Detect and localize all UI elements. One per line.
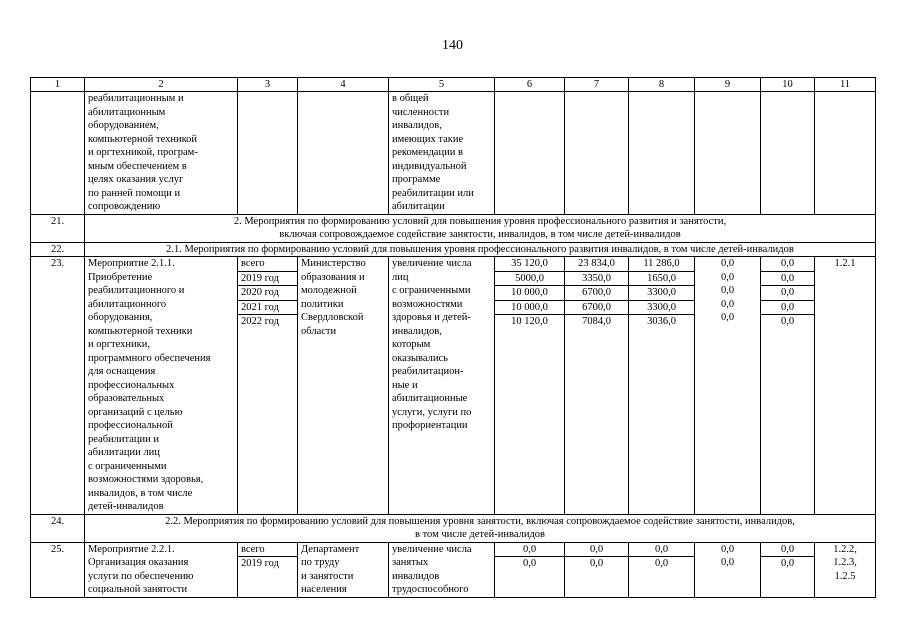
subsection-row	[31, 242, 876, 257]
target-ref-cell: 1.2.2, 1.2.3, 1.2.5	[815, 542, 876, 597]
years-list	[241, 257, 294, 329]
amount-cell: 0,0	[654, 558, 669, 569]
amount-cell: 0,0	[720, 285, 735, 296]
col-header: 6	[495, 78, 565, 92]
amount-cell: 0,0	[780, 316, 795, 327]
measure-name-cell: Мероприятие 2.1.1. Приобретение реабилитационного и абилитационного оборудования, компьютерной техники и оргтехники, программного обеспечения для оснащения профессиональных образовательных организаций с целью профессиональной реабилитации и абилитации лиц с ограниченными возможностями здоровья, инвалидов, в том числе детей-инвалидов	[85, 257, 238, 515]
row-number: 25.	[31, 542, 85, 597]
amounts-col8	[632, 543, 691, 571]
page-number: 140	[442, 38, 463, 53]
amount-cell: 3300,0	[629, 301, 694, 316]
col-header: 9	[695, 78, 761, 92]
amount-cell: 0,0	[761, 257, 814, 272]
measure-name-cell: реабилитационным и абилитационным оборудованием, компьютерной техникой и оргтехникой, програм- мным обеспечением в целях оказания услуг по ранней помощи и сопровождению	[85, 92, 238, 215]
amount-cell: 3036,0	[647, 316, 676, 327]
amount-cell: 10 120,0	[511, 316, 548, 327]
amounts-col9	[698, 543, 757, 570]
amount-cell: 10 000,0	[495, 301, 564, 316]
years-list	[241, 543, 294, 571]
col-header: 5	[389, 78, 495, 92]
amount-cell: 0,0	[629, 543, 694, 558]
amount-cell: 11 286,0	[629, 257, 694, 272]
indicator-cell: в общей численности инвалидов, имеющих такие рекомендации в индивидуальной программе реабилитации или абилитации	[389, 92, 495, 215]
amount-cell: 35 120,0	[495, 257, 564, 272]
amount-cell: 0,0	[720, 557, 735, 568]
row-number: 23.	[31, 257, 85, 515]
amount-cell: 0,0	[761, 543, 814, 558]
col-header: 2	[85, 78, 238, 92]
amount-cell: 0,0	[761, 301, 814, 316]
amount-cell: 0,0	[720, 271, 735, 283]
year-cell: всего	[238, 257, 297, 272]
amounts-col10	[764, 543, 811, 571]
indicator-cell: увеличение числа лиц с ограниченными возможностями здоровья и детей- инвалидов, которым оказывались реабилитацион- ные и абилитационные услуги, услуги по профориентации	[389, 257, 495, 515]
year-cell: всего	[238, 543, 297, 558]
amounts-col7	[568, 257, 625, 329]
row-number: 21.	[31, 214, 85, 242]
target-ref-cell: 1.2.1	[815, 257, 876, 515]
section-title: 2. Мероприятия по формированию условий для повышения уровня профессионального развития и занятости, включая сопровождаемое содействие занятости, инвалидов, в том числе детей-инвалидов	[85, 214, 876, 242]
col-header: 8	[629, 78, 695, 92]
row-number: 22.	[31, 242, 85, 257]
year-cell: 2020 год	[238, 286, 297, 301]
section-row	[31, 514, 876, 542]
year-cell: 2019 год	[241, 558, 279, 569]
amount-cell: 6700,0	[565, 301, 628, 316]
amount-cell: 0,0	[720, 543, 735, 555]
amount-cell: 0,0	[589, 558, 604, 569]
executor-cell: Департамент по труду и занятости населения	[298, 542, 389, 597]
amount-cell: 1650,0	[629, 272, 694, 287]
year-cell: 2021 год	[238, 301, 297, 316]
continuation-row	[31, 92, 876, 215]
amount-cell: 0,0	[720, 312, 735, 323]
amounts-col9	[698, 257, 757, 325]
amount-cell: 0,0	[761, 286, 814, 301]
col-header: 7	[565, 78, 629, 92]
subsection-title: 2.1. Мероприятия по формированию условий для повышения уровня профессионального развития инвалидов, в том числе детей-инвалидов	[85, 242, 876, 257]
col-header: 4	[298, 78, 389, 92]
row-number: 24.	[31, 514, 85, 542]
amounts-col6	[498, 543, 561, 571]
amount-cell: 3350,0	[565, 272, 628, 287]
measure-row	[31, 542, 876, 597]
col-header: 3	[238, 78, 298, 92]
amount-cell: 0,0	[720, 298, 735, 310]
executor-cell: Министерство образования и молодежной политики Свердловской области	[298, 257, 389, 515]
amount-cell: 0,0	[761, 272, 814, 287]
amount-cell: 0,0	[522, 558, 537, 569]
year-cell: 2019 год	[238, 272, 297, 287]
amount-cell: 0,0	[720, 258, 735, 269]
column-number-row	[31, 78, 876, 92]
indicator-cell: увеличение числа занятых инвалидов трудоспособного	[389, 542, 495, 597]
amounts-col6	[498, 257, 561, 329]
amount-cell: 7084,0	[582, 316, 611, 327]
amount-cell: 0,0	[495, 543, 564, 558]
year-cell: 2022 год	[241, 316, 279, 327]
col-header: 11	[815, 78, 876, 92]
amount-cell: 5000,0	[495, 272, 564, 287]
amounts-col7	[568, 543, 625, 571]
amount-cell: 6700,0	[565, 286, 628, 301]
col-header: 1	[31, 78, 85, 92]
amounts-col8	[632, 257, 691, 329]
amount-cell: 0,0	[565, 543, 628, 558]
amount-cell: 10 000,0	[495, 286, 564, 301]
amount-cell: 0,0	[780, 558, 795, 569]
measure-name-cell: Мероприятие 2.2.1. Организация оказания услуги по обеспечению социальной занятости	[85, 542, 238, 597]
section-row	[31, 214, 876, 242]
amount-cell: 3300,0	[629, 286, 694, 301]
subsection-title: 2.2. Мероприятия по формированию условий для повышения уровня занятости, включая сопровождаемое содействие занятости, инвалидов, в том числе детей-инвалидов	[85, 514, 876, 542]
col-header: 10	[761, 78, 815, 92]
amounts-col10	[764, 257, 811, 329]
amount-cell: 23 834,0	[565, 257, 628, 272]
measure-row	[31, 257, 876, 515]
measures-table	[30, 77, 876, 598]
